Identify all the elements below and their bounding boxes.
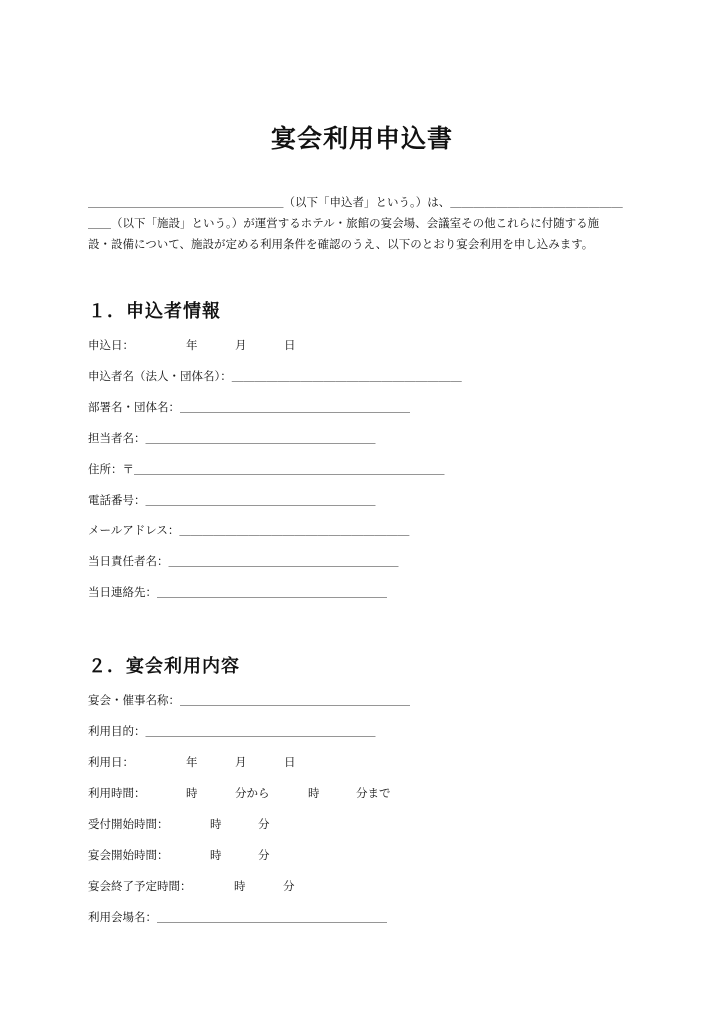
section-heading-applicant: １．申込者情報 (88, 301, 221, 322)
hour-label: 時 (308, 786, 320, 800)
venue-field[interactable]: 利用会場名：＿＿＿＿＿＿＿＿＿＿＿＿＿＿＿＿＿＿＿＿ (88, 910, 387, 924)
intro-line: 設・設備について、施設が定める利用条件を確認のうえ、以下のとおり宴会利用を申し込みます。 (88, 237, 594, 251)
minute-label: 分 (258, 817, 270, 831)
minute-from-label: 分から (235, 786, 270, 800)
person-in-charge-field[interactable]: 担当者名：＿＿＿＿＿＿＿＿＿＿＿＿＿＿＿＿＿＿＿＿ (88, 431, 376, 445)
reception-time-label: 受付開始時間： (88, 817, 169, 831)
reception-time-row (88, 815, 338, 833)
use-time-row (88, 784, 428, 802)
responsible-person-field[interactable]: 当日責任者名：＿＿＿＿＿＿＿＿＿＿＿＿＿＿＿＿＿＿＿＿ (88, 554, 399, 568)
month-label: 月 (235, 338, 247, 352)
hour-label: 時 (210, 848, 222, 862)
minute-label: 分 (258, 848, 270, 862)
end-time-row (88, 877, 338, 895)
address-field[interactable]: 住所：〒＿＿＿＿＿＿＿＿＿＿＿＿＿＿＿＿＿＿＿＿＿＿＿＿＿＿＿ (88, 462, 445, 476)
day-label: 日 (284, 338, 296, 352)
phone-field[interactable]: 電話番号：＿＿＿＿＿＿＿＿＿＿＿＿＿＿＿＿＿＿＿＿ (88, 493, 376, 507)
document-title: 宴会利用申込書 (270, 124, 453, 153)
use-date-row (88, 753, 388, 771)
end-time-label: 宴会終了予定時間： (88, 879, 192, 893)
hour-label: 時 (186, 786, 198, 800)
year-label: 年 (186, 755, 198, 769)
intro-paragraph (88, 192, 638, 255)
email-field[interactable]: メールアドレス：＿＿＿＿＿＿＿＿＿＿＿＿＿＿＿＿＿＿＿＿ (88, 523, 410, 537)
applicant-name-field[interactable]: 申込者名（法人・団体名）：＿＿＿＿＿＿＿＿＿＿＿＿＿＿＿＿＿＿＿＿ (88, 369, 462, 383)
month-label: 月 (235, 755, 247, 769)
day-label: 日 (284, 755, 296, 769)
section-heading-banquet: ２．宴会利用内容 (88, 656, 240, 677)
use-date-label: 利用日： (88, 755, 134, 769)
purpose-field[interactable]: 利用目的：＿＿＿＿＿＿＿＿＿＿＿＿＿＿＿＿＿＿＿＿ (88, 724, 376, 738)
department-field[interactable]: 部署名・団体名：＿＿＿＿＿＿＿＿＿＿＿＿＿＿＿＿＿＿＿＿ (88, 400, 410, 414)
intro-line: ＿＿＿＿＿＿＿＿＿＿＿＿＿＿＿＿＿（以下「申込者」という。）は、＿＿＿＿＿＿＿＿＿＿＿＿＿＿＿ (88, 195, 623, 209)
hour-label: 時 (210, 817, 222, 831)
application-date-label: 申込日： (88, 338, 134, 352)
minute-label: 分 (283, 879, 295, 893)
start-time-label: 宴会開始時間： (88, 848, 169, 862)
year-label: 年 (186, 338, 198, 352)
day-contact-field[interactable]: 当日連絡先：＿＿＿＿＿＿＿＿＿＿＿＿＿＿＿＿＿＿＿＿ (88, 585, 387, 599)
event-name-field[interactable]: 宴会・催事名称：＿＿＿＿＿＿＿＿＿＿＿＿＿＿＿＿＿＿＿＿ (88, 693, 410, 707)
hour-label: 時 (234, 879, 246, 893)
use-time-label: 利用時間： (88, 786, 146, 800)
intro-line: ＿＿（以下「施設」という。）が運営するホテル・旅館の宴会場、会議室その他これらに付随する施 (88, 216, 600, 230)
application-date-row (88, 336, 388, 354)
start-time-row (88, 846, 338, 864)
minute-to-label: 分まで (356, 786, 391, 800)
